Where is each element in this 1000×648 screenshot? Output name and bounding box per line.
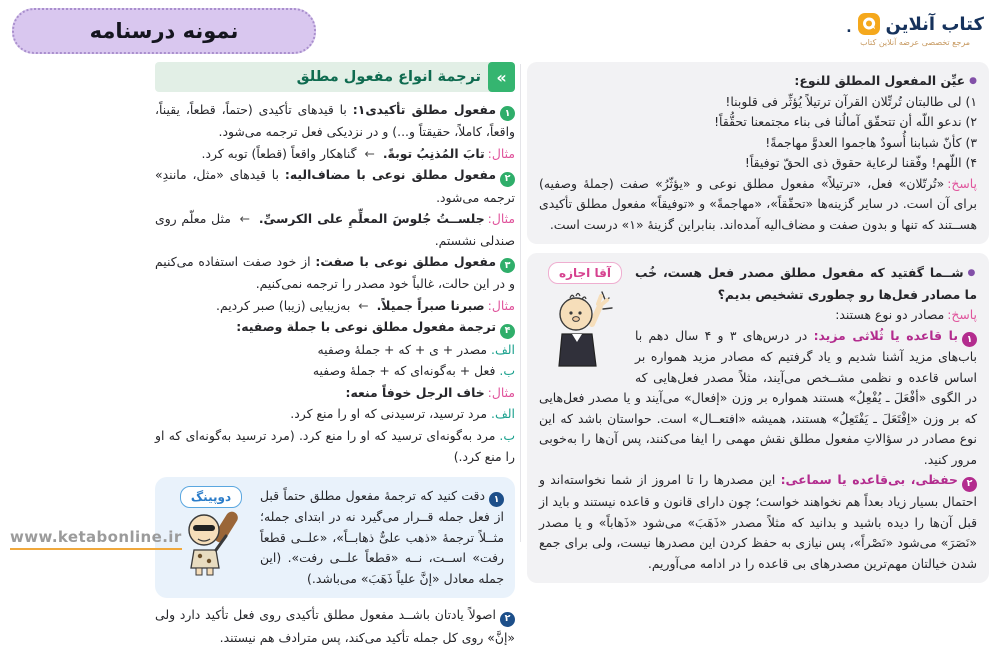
rule-text: مرد ترسید، ترسیدنی که او را منع کرد. (290, 406, 488, 421)
lesson-item-1 (155, 99, 515, 143)
item-lead: مفعول مطلق نوعی با صفت: (315, 254, 496, 269)
sample-badge: نمونه درسنامه (12, 8, 316, 54)
lesson-rule-alef-1 (155, 339, 515, 361)
lesson-example-2 (155, 208, 515, 251)
qa-type-2 (539, 470, 977, 574)
site-watermark[interactable]: www.ketabonline.ir (10, 528, 182, 550)
exercise-option-1: ۱) لی طالبتان تُرتِّلان القرآن ترتیلاً یُؤثِّر فی قلوبنا! (725, 93, 977, 109)
type-text: در درس‌های ۳ و ۴ سال دهم با باب‌های مزید آشنا شدیم و یاد گرفتیم که مصادر مزید همواره بر اساس قاعده و نظمی مشــخص می‌آیند، مثلاً مصدر فعل‌هایی که در الگوی «أفْعَلَ ـ یُفْعِلُ» هستند همواره بر وزن «إفعال» می‌آیند و یا مصدر فعل‌هایی که بر وزن «اِفْتَعَلَ ـ یَفْتَعِلُ» هستند، همیشه «افتعــال» است. حواستان باشد که این نوع مصادر در سؤالاتِ مفعول مطلق نقش مهمی را ایفا می‌کنند، پس آن‌ها را به‌خوبی مرور کنید. (539, 327, 977, 467)
rule-tag: ب. (499, 427, 515, 443)
rule-text: فعل + به‌گونه‌ای که + جملهٔ وصفیه (312, 363, 496, 378)
answer-text: «تُرتّلان» فعل، «ترتیلاً» مفعول مطلق نوعی و «یؤثّرُ» صفت (جملهٔ وصفیه) برای آن است. در سایر گزینه‌ها «تحقّقاً»، «مهاجمةً» و «توفیقاً» مفعول مطلق تأکیدی هســتند که تنها و بدون صفت و مضاف‌الیه آمده‌اند. بنابراین گزینهٔ «۱» درست است. (539, 175, 977, 232)
note-text: اصولاً یادتان باشــد مفعول مطلق تأکیدی روی فعل تأکید دارد ولی «إنَّ» روی کل جمله تأکید می‌کند، پس مترادف هم نیستند. (155, 607, 515, 645)
item-lead: مفعول مطلق نوعی با مضاف‌الیه: (284, 167, 496, 183)
type-lead: حفظی، بی‌قاعده یا سماعی: (780, 472, 958, 488)
lesson-title: ترجمة انواع مفعول مطلق (296, 69, 481, 85)
student-mascot-icon (546, 284, 624, 370)
type-text: این مصدرها را تا امروز از شما نخواسته‌اند و احتمال بسیار زیاد بعداً هم نخواهند خواست؛ چون دارای قانون و قاعده نیستند و باید از قبل آن‌ها را دیده باشید و بدانید که مثلاً مصدر «ذَهَبَ» می‌شود «ذَهاباً» و یا مصدر «نَصَرَ» می‌شود «نَصْراً»، پس نیازی به حفظ کردن این مصدرها نیست، ولی برای جمع شدن خیالتان مهم‌ترین مصدرهای بی قاعده را در ادامه می‌آوریم. (539, 472, 977, 571)
item-number-icon: ۳ (500, 258, 515, 273)
exercise-option-3: ۳) کأنّ شبابنا أُسودٌ هاجموا العدوَّ مهاجمةً! (765, 134, 977, 150)
caveman-mascot-icon (174, 508, 248, 576)
rule-tag: الف. (491, 406, 515, 421)
doping-tip-box (155, 477, 515, 599)
answer-intro-text: مصادر دو نوع هستند: (835, 307, 945, 322)
type-lead: با قاعده یا ثُلاثی مزید: (813, 327, 958, 343)
double-chevron-icon: « (488, 62, 515, 92)
rule-text: مرد به‌گونه‌ای ترسید که او را منع کرد. (مرد ترسید به‌گونه‌ای که او را منع کرد.) (155, 427, 515, 464)
lesson-item-2 (155, 164, 515, 208)
item-text: با قیدهای تأکیدی (حتماً، قطعاً، یقیناً، واقعاً، کاملاً، حقیقتاً و...) و در نزدیکی فعل ترجمه می‌شود. (155, 102, 515, 140)
item-number-icon: ۴ (500, 324, 515, 339)
question-text: شــما گفتید که مفعول مطلق مصدر فعل هست، خُب ما مصادر فعل‌ها رو چطوری تشخیص بدیم؟ (635, 265, 977, 302)
example-label: مثال: (487, 145, 515, 161)
example-persian: به‌زیبایی (زیبا) صبر کردیم. (216, 297, 351, 313)
rule-tag: الف. (491, 341, 515, 357)
left-arrow-icon: ← (358, 297, 369, 313)
doping-speech-bubble: دوپینگ (180, 486, 242, 508)
exercise-answer (539, 174, 977, 236)
lesson-example-4 (155, 382, 515, 404)
item-number-icon: ۲ (500, 172, 515, 187)
type-number-icon: ۲ (962, 477, 977, 492)
example-arabic: جلســتُ جُلوسَ المعلِّمِ علی الکرسیِّ. (258, 211, 485, 226)
type-number-icon: ۱ (962, 332, 977, 347)
brand-logo[interactable] (846, 12, 984, 47)
example-arabic: خاف الرجل خوفاً منعه: (345, 384, 485, 400)
item-lead: مفعول مطلق تأکیدی۱: (352, 102, 496, 117)
exercise-column (527, 62, 989, 592)
note-number-icon: ۲ (500, 612, 515, 627)
lesson-rule-alef-2 (155, 403, 515, 425)
item-number-icon: ۱ (500, 106, 515, 121)
brand-dot: . (846, 20, 852, 36)
example-label: مثال: (487, 297, 515, 313)
lesson-rule-be-2 (155, 425, 515, 468)
exercise-prompt (539, 71, 977, 92)
lesson-header (155, 62, 515, 92)
example-arabic: صبرنا صبراً جمیلاً. (376, 297, 485, 313)
rule-text: مصدر + ی + که + جملهٔ وصفیه (317, 341, 488, 357)
lesson-item-3 (155, 251, 515, 295)
note-number-icon: ۱ (489, 492, 504, 507)
example-label: مثال: (487, 384, 515, 400)
item-text: با قیدهای «مثل، مانندِ» ترجمه می‌شود. (155, 167, 515, 205)
exercise-box (527, 62, 989, 244)
bullet-icon: ● (969, 76, 977, 86)
answer-label: پاسخ: (947, 175, 977, 191)
chat-bubble-logo-icon (857, 12, 881, 36)
lesson-example-1 (155, 143, 515, 165)
answer-label: پاسخ: (947, 307, 977, 322)
item-lead: ترجمة مفعول مطلق نوعی با جملة وصفیه: (236, 319, 496, 335)
doping-note-2 (155, 604, 515, 648)
exercise-option-2: ۲) ندعو اللّه أن تتحقّق آمالُنا فی بناء مجتمعنا تحقُّقاً! (714, 114, 977, 129)
brand-name: کتاب آنلاین (885, 13, 984, 35)
example-label: مثال: (487, 211, 515, 226)
note-text: دقت کنید که ترجمهٔ مفعول مطلق حتماً قبل از فعل جمله قــرار می‌گیرد نه در ابتدای جمله؛ مثــلاً ترجمهٔ «ذهب علیٌّ ذهابــاً»، «علــی قطعاً رفت» اســت، نــه «قطعاً علــی رفت». (این جمله معادل «إنَّ علیاً ذَهَبَ» می‌باشد.) (260, 487, 504, 586)
lesson-example-3 (155, 295, 515, 317)
lesson-column (155, 62, 515, 648)
exercise-option-4: ۴) اللّهم! وفّقنا لرعایة حقوق ذی الحقّ توفیقاً! (744, 155, 977, 170)
left-arrow-icon: ← (364, 145, 375, 161)
example-arabic: تابَ المُذنِبُ توبةً. (382, 145, 485, 161)
example-persian: گناهکار واقعاً (قطعاً) توبه کرد. (201, 145, 357, 161)
example-persian: مثل معلّم روی صندلی نشستم. (155, 211, 515, 248)
prompt-text: عیِّن المفعول المطلق للنوع: (794, 73, 966, 88)
rule-tag: ب. (499, 363, 515, 378)
qa-box (527, 253, 989, 583)
lesson-item-4 (155, 316, 515, 338)
qa-mascot-area (539, 262, 631, 377)
column-divider (520, 64, 521, 542)
bullet-icon: ● (967, 268, 977, 278)
left-arrow-icon: ← (239, 211, 251, 226)
lesson-rule-be-1 (155, 360, 515, 382)
qa-speech-bubble: آقا اجازه (548, 262, 622, 284)
item-text: از خود صفت استفاده می‌کنیم و در این حالت، غالباً خود مصدر را ترجمه نمی‌کنیم. (155, 254, 515, 292)
brand-tagline: مرجع تخصصی عرضه آنلاین کتاب (860, 38, 971, 47)
